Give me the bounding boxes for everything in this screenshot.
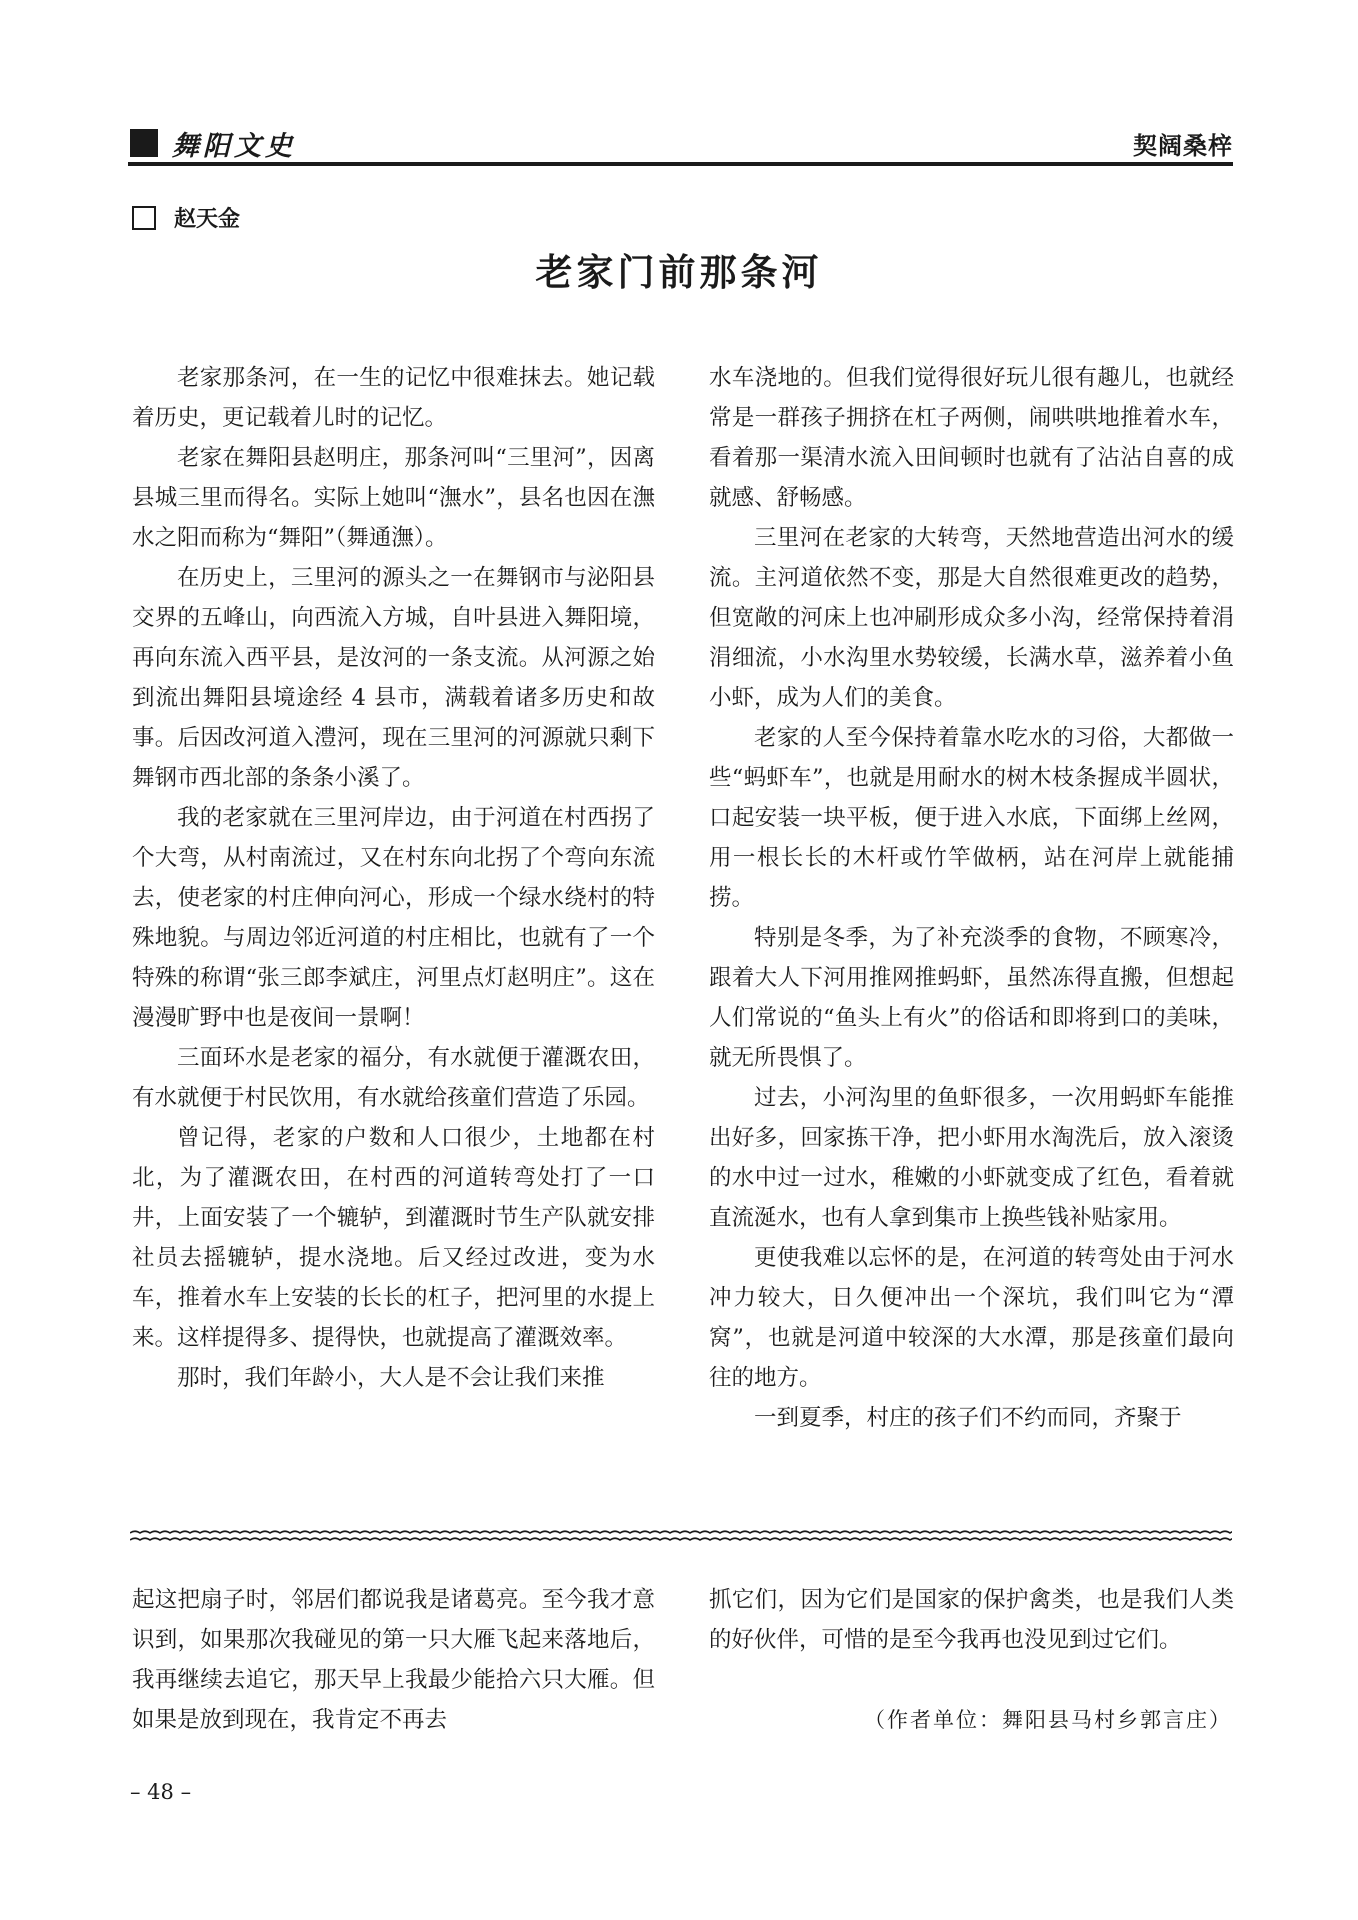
header-rule (128, 162, 1233, 166)
article-title: 老家门前那条河 (535, 250, 823, 294)
paragraph: 三面环水是老家的福分，有水就便于灌溉农田，有水就便于村民饮用，有水就给孩童们营造了乐园。 (132, 1045, 655, 1111)
paragraph: 一到夏季，村庄的孩子们不约而同，齐聚于 (754, 1405, 1182, 1431)
section-name: 契阔桑梓 (1133, 132, 1233, 160)
bottom-left-column (132, 1580, 655, 1740)
wavy-divider (130, 1528, 1232, 1544)
author-box-icon (132, 206, 156, 230)
paragraph: 我的老家就在三里河岸边，由于河道在村西拐了个大弯，从村南流过，又在村东向北拐了个弯向东流去，使老家的村庄伸向河心，形成一个绿水绕村的特殊地貌。与周边邻近河道的村庄相比，也就有了一个特殊的称谓“张三郎李斌庄，河里点灯赵明庄”。这在漫漫旷野中也是夜间一景啊！ (132, 805, 655, 1031)
paragraph: 曾记得，老家的户数和人口很少，土地都在村北，为了灌溉农田，在村西的河道转弯处打了一口井，上面安装了一个辘轳，到灌溉时节生产队就安排社员去摇辘轳，提水浇地。后又经过改进，变为水车，推着水车上安装的长长的杠子，把河里的水提上来。这样提得多、提得快，也就提高了灌溉效率。 (132, 1125, 655, 1351)
paragraph: 在历史上，三里河的源头之一在舞钢市与泌阳县交界的五峰山，向西流入方城，自叶县进入舞阳境，再向东流入西平县，是汝河的一条支流。从河源之始到流出舞阳县境途经 4 县市，满载着诸多历史和故事。后因改河道入澧河，现在三里河的河源就只剩下舞钢市西北部的条条小溪了。 (132, 565, 655, 791)
header-square-icon (130, 129, 158, 157)
author-unit: （作者单位：舞阳县马村乡郭言庄） (864, 1708, 1232, 1732)
paragraph: 老家的人至今保持着靠水吃水的习俗，大都做一些“蚂虾车”，也就是用耐水的树木枝条握成半圆状，口起安装一块平板，便于进入水底，下面绑上丝网，用一根长长的木杆或竹竿做柄，站在河岸上就能捕捞。 (709, 725, 1234, 911)
paragraph: 三里河在老家的大转弯，天然地营造出河水的缓流。主河道依然不变，那是大自然很难更改的趋势，但宽敞的河床上也冲刷形成众多小沟，经常保持着涓涓细流，小水沟里水势较缓，长满水草，滋养着小鱼小虾，成为人们的美食。 (709, 525, 1234, 711)
paragraph: 老家那条河，在一生的记忆中很难抹去。她记载着历史，更记载着儿时的记忆。 (132, 365, 655, 431)
paragraph: 那时，我们年龄小，大人是不会让我们来推 (177, 1365, 605, 1391)
author-name: 赵天金 (174, 207, 241, 232)
paragraph-continuation: 起这把扇子时，邻居们都说我是诸葛亮。至今我才意识到，如果那次我碰见的第一只大雁飞起来落地后，我再继续去追它，那天早上我最少能拾六只大雁。但如果是放到现在，我肯定不再去 (132, 1587, 655, 1733)
paragraph-continuation: 水车浇地的。但我们觉得很好玩儿很有趣儿，也就经常是一群孩子拥挤在杠子两侧，闹哄哄地推着水车，看着那一渠清水流入田间顿时也就有了沾沾自喜的成就感、舒畅感。 (709, 365, 1234, 511)
paragraph: 过去，小河沟里的鱼虾很多，一次用蚂虾车能推出好多，回家拣干净，把小虾用水淘洗后，放入滚烫的水中过一过水，稚嫩的小虾就变成了红色，看着就直流涎水，也有人拿到集市上换些钱补贴家用。 (709, 1085, 1234, 1231)
left-column (132, 358, 655, 1398)
paragraph-continuation: 抓它们，因为它们是国家的保护禽类，也是我们人类的好伙伴，可惜的是至今我再也没见到过它们。 (709, 1587, 1234, 1653)
bottom-right-column (709, 1580, 1234, 1660)
journal-name: 舞阳文史 (172, 130, 296, 162)
paragraph: 更使我难以忘怀的是，在河道的转弯处由于河水冲力较大，日久便冲出一个深坑，我们叫它为“潭窝”，也就是河道中较深的大水潭，那是孩童们最向往的地方。 (709, 1245, 1234, 1391)
right-column (709, 358, 1234, 1438)
paragraph: 特别是冬季，为了补充淡季的食物，不顾寒冷，跟着大人下河用推网推蚂虾，虽然冻得直搬，但想起人们常说的“鱼头上有火”的俗话和即将到口的美味，就无所畏惧了。 (709, 925, 1234, 1071)
paragraph: 老家在舞阳县赵明庄，那条河叫“三里河”，因离县城三里而得名。实际上她叫“潕水”，县名也因在潕水之阳而称为“舞阳”（舞通潕）。 (132, 445, 655, 551)
journal-header (130, 126, 296, 160)
page-number: – 48 – (130, 1780, 192, 1804)
author-line (132, 202, 240, 233)
